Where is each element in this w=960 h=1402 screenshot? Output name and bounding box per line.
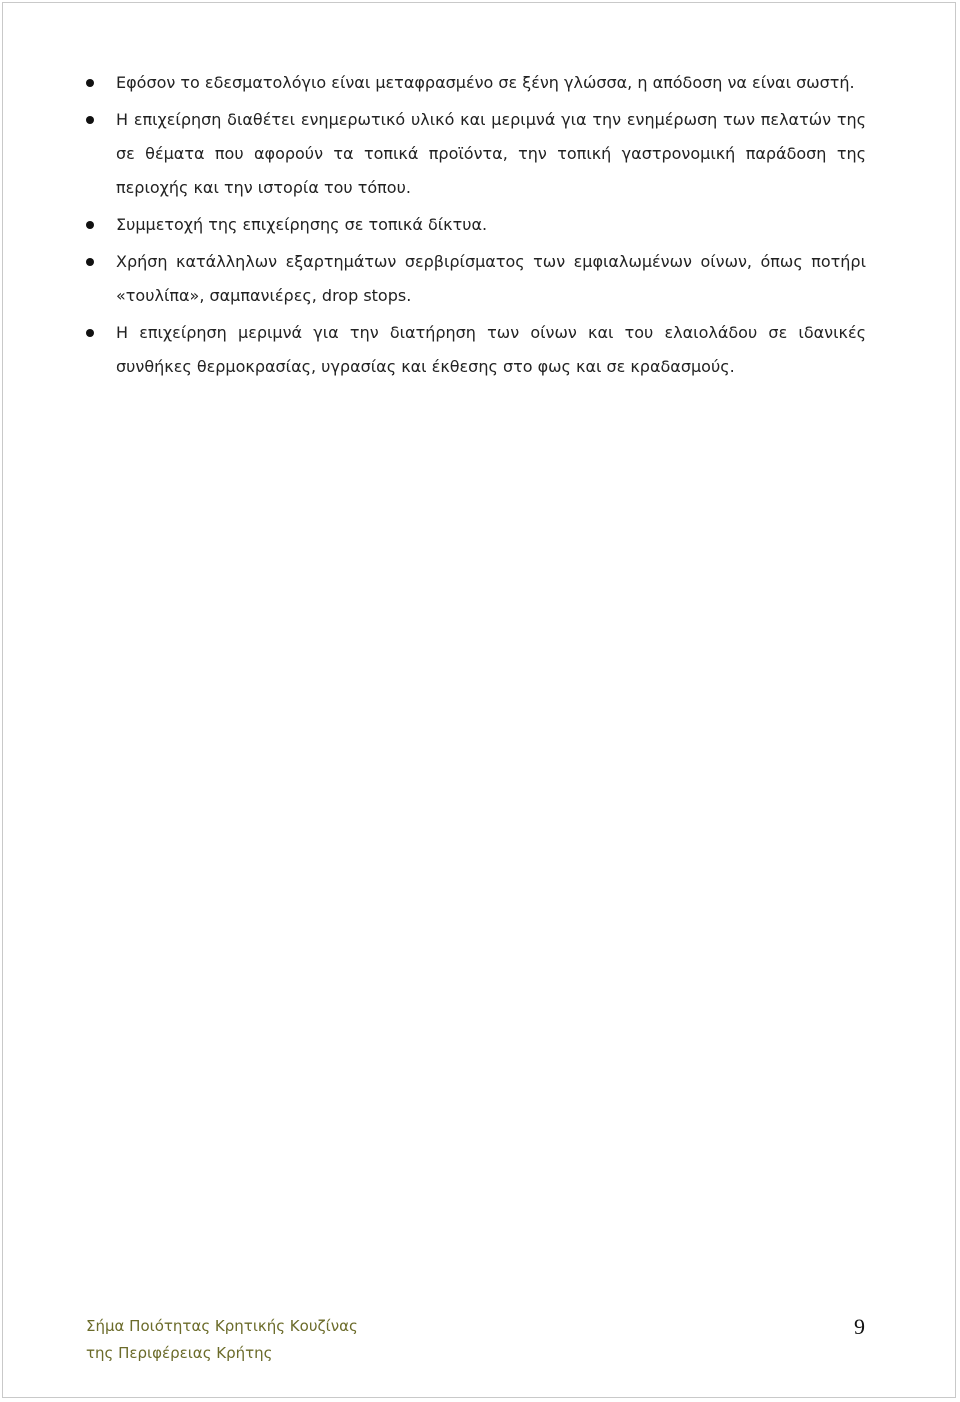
list-item — [86, 208, 866, 242]
list-item — [86, 316, 866, 384]
bullet-icon — [86, 116, 94, 124]
list-item-text: Η επιχείρηση μεριμνά για την διατήρηση των οίνων και του ελαιολάδου σε ιδανικές συνθήκες θερμοκρασίας, υγρασίας και έκθεσης στο φως και σε κραδασμούς. — [116, 323, 866, 376]
bullet-icon — [86, 79, 94, 87]
bullet-icon — [86, 329, 94, 337]
list-item — [86, 103, 866, 205]
footer-line-1: Σήμα Ποιότητας Κρητικής Κουζίνας — [86, 1317, 358, 1335]
list-item — [86, 245, 866, 313]
footer-line-2: της Περιφέρειας Κρήτης — [86, 1344, 273, 1362]
footer-title — [86, 1313, 358, 1367]
bullet-list — [86, 66, 866, 387]
list-item — [86, 66, 866, 100]
bullet-icon — [86, 221, 94, 229]
list-item-text: Εφόσον το εδεσματολόγιο είναι μεταφρασμένο σε ξένη γλώσσα, η απόδοση να είναι σωστή. — [116, 73, 855, 92]
list-item-text: Η επιχείρηση διαθέτει ενημερωτικό υλικό και μεριμνά για την ενημέρωση των πελατών της σε θέματα που αφορούν τα τοπικά προϊόντα, την τοπική γαστρονομική παράδοση της περιοχής και την ιστορία του τόπου. — [116, 110, 866, 197]
page-number: 9 — [854, 1314, 865, 1339]
bullet-icon — [86, 258, 94, 266]
list-item-text: Χρήση κατάλληλων εξαρτημάτων σερβιρίσματος των εμφιαλωμένων οίνων, όπως ποτήρι «τουλίπα», σαμπανιέρες, drop stops. — [116, 252, 866, 305]
list-item-text: Συμμετοχή της επιχείρησης σε τοπικά δίκτυα. — [116, 215, 488, 234]
